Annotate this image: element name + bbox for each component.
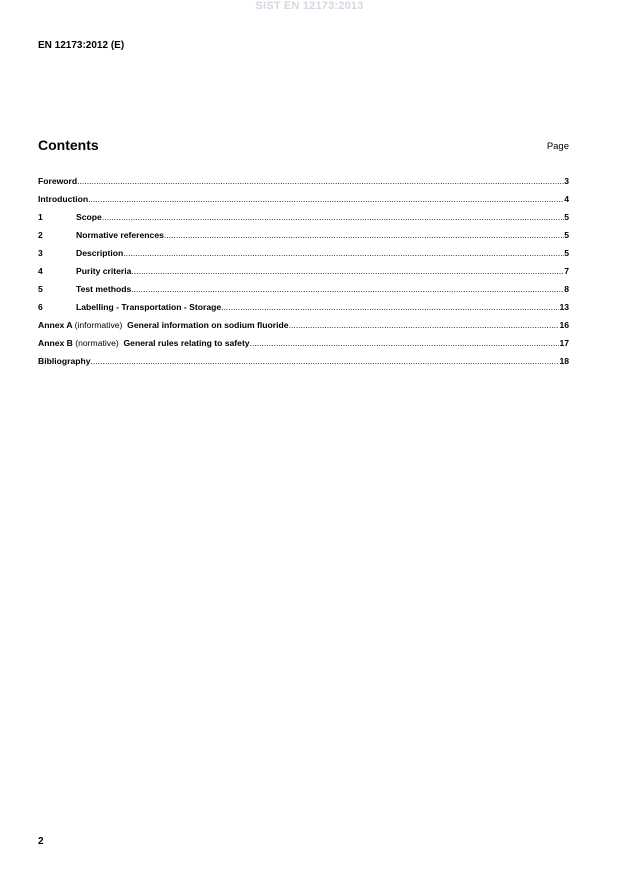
page-column-label: Page	[546, 141, 569, 152]
toc-entry-title	[38, 319, 289, 331]
toc-entry-title: Purity criteria	[76, 266, 132, 276]
toc-entry-title: Introduction	[38, 194, 89, 204]
toc-leader-dots	[91, 355, 560, 367]
toc-entry-annex-b[interactable]	[38, 337, 569, 355]
toc-leader-dots	[102, 211, 564, 223]
toc-entry-foreword[interactable]	[38, 175, 569, 193]
toc-entry-page: 5	[564, 212, 569, 222]
toc-leader-dots	[88, 193, 564, 205]
toc-leader-dots	[123, 247, 564, 259]
toc-entry-page: 8	[564, 284, 569, 294]
toc-entry-title: Bibliography	[38, 356, 91, 366]
toc-entry-page: 18	[559, 356, 569, 366]
toc-entry-page: 17	[559, 338, 569, 348]
table-of-contents	[38, 175, 569, 373]
toc-entry-number: 6	[38, 302, 43, 312]
toc-entry-introduction[interactable]	[38, 193, 569, 211]
contents-title: Contents	[38, 137, 99, 153]
toc-leader-dots	[221, 301, 559, 313]
toc-entry-page: 7	[564, 266, 569, 276]
toc-entry-title: Description	[76, 248, 124, 258]
toc-entry-number: 2	[38, 230, 43, 240]
toc-entry-number: 1	[38, 212, 43, 222]
toc-entry-title: Normative references	[76, 230, 164, 240]
toc-entry-title: Labelling - Transportation - Storage	[76, 302, 222, 312]
document-id-header: EN 12173:2012 (E)	[38, 40, 125, 51]
toc-entry-description[interactable]	[38, 247, 569, 265]
toc-leader-dots	[250, 337, 560, 349]
toc-leader-dots	[77, 175, 564, 187]
toc-entry-number: 3	[38, 248, 43, 258]
toc-entry-annex-a[interactable]	[38, 319, 569, 337]
toc-entry-number: 5	[38, 284, 43, 294]
page-number: 2	[38, 836, 44, 847]
toc-entry-page: 16	[559, 320, 569, 330]
toc-entry-purity-criteria[interactable]	[38, 265, 569, 283]
toc-entry-title	[38, 337, 250, 349]
toc-entry-number: 4	[38, 266, 43, 276]
annex-status: (informative)	[74, 320, 123, 330]
toc-entry-bibliography[interactable]	[38, 355, 569, 373]
toc-entry-page: 4	[564, 194, 569, 204]
toc-entry-page: 5	[564, 248, 569, 258]
annex-status: (normative)	[75, 338, 119, 348]
annex-label: Annex B	[38, 338, 73, 348]
toc-leader-dots	[164, 229, 564, 241]
watermark-text: SIST EN 12173:2013	[255, 0, 364, 12]
toc-leader-dots	[289, 319, 560, 331]
toc-entry-title: Test methods	[76, 284, 132, 294]
annex-subtitle: General rules relating to safety	[123, 338, 250, 348]
toc-leader-dots	[131, 283, 564, 295]
toc-entry-page: 13	[559, 302, 569, 312]
toc-entry-scope[interactable]	[38, 211, 569, 229]
toc-entry-title: Foreword	[38, 176, 78, 186]
toc-entry-labelling[interactable]	[38, 301, 569, 319]
annex-label: Annex A	[38, 320, 73, 330]
toc-entry-normative-references[interactable]	[38, 229, 569, 247]
toc-leader-dots	[131, 265, 564, 277]
annex-subtitle: General information on sodium fluoride	[127, 320, 289, 330]
toc-entry-title: Scope	[76, 212, 102, 222]
toc-entry-page: 5	[564, 230, 569, 240]
toc-entry-test-methods[interactable]	[38, 283, 569, 301]
toc-entry-page: 3	[564, 176, 569, 186]
